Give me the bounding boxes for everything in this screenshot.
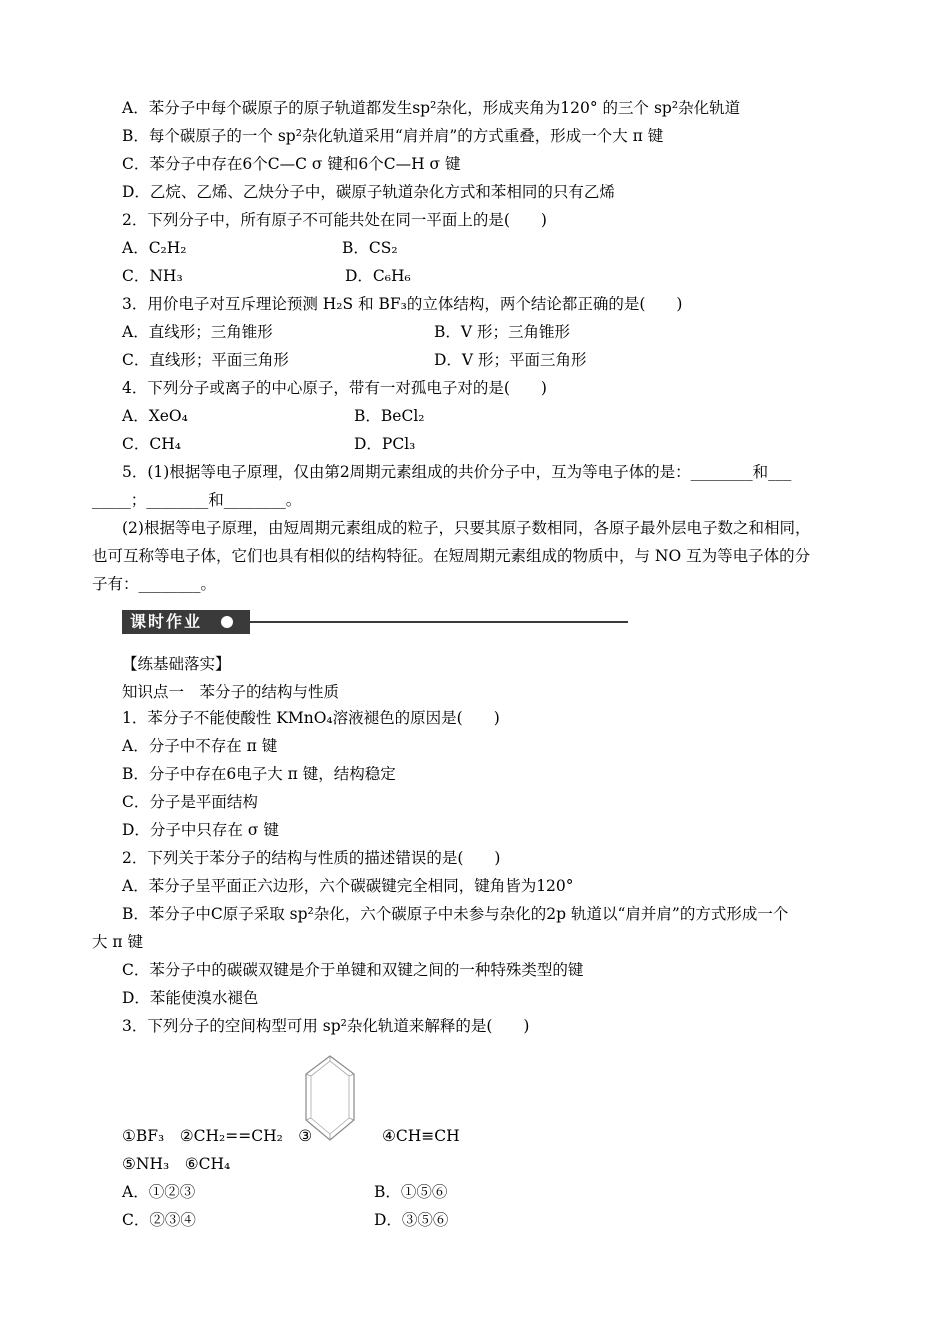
q4-option-d: D．PCl₃: [354, 435, 416, 453]
q1-option-a: A．苯分子中每个碳原子的原子轨道都发生sp²杂化，形成夹角为120° 的三个 sp²杂化轨道: [122, 99, 741, 117]
hw1-option-a: A．分子中不存在 π 键: [122, 737, 278, 755]
q5-part2-line3: 子有：________。: [92, 575, 217, 593]
hw1-stem: 1．苯分子不能使酸性 KMnO₄溶液褪色的原因是( ): [122, 709, 500, 727]
q3-option-c: C．直线形；平面三角形: [122, 351, 289, 369]
hw3-stem: 3．下列分子的空间构型可用 sp²杂化轨道来解释的是( ): [122, 1017, 530, 1035]
hw2-option-b-line2: 大 π 键: [92, 933, 144, 951]
q4-option-a: A．XeO₄: [122, 407, 188, 425]
banner-dot-icon: [221, 616, 233, 628]
q2-stem: 2．下列分子中，所有原子不可能共处在同一平面上的是( ): [122, 211, 547, 229]
hw3-option-d: D．③⑤⑥: [374, 1211, 449, 1229]
q1-option-d: D．乙烷、乙烯、乙炔分子中，碳原子轨道杂化方式和苯相同的只有乙烯: [122, 183, 615, 201]
hw3-option-c: C．②③④: [122, 1211, 196, 1229]
hw2-option-a: A．苯分子呈平面正六边形，六个碳碳键完全相同，键角皆为120°: [122, 877, 574, 895]
hw3-option-a: A．①②③: [122, 1183, 196, 1201]
q5-line1: 5．(1)根据等电子原理，仅由第2周期元素组成的共价分子中，互为等电子体的是：________和___: [122, 463, 792, 481]
q3-stem: 3．用价电子对互斥理论预测 H₂S 和 BF₃的立体结构，两个结论都正确的是( ): [122, 295, 683, 313]
hw3-item-4: ④CH≡CH: [382, 1127, 460, 1145]
q4-option-b: B．BeCl₂: [354, 407, 425, 425]
q2-option-d: D．C₆H₆: [345, 267, 411, 285]
q5-part2-line1: (2)根据等电子原理，由短周期元素组成的粒子，只要其原子数相同，各原子最外层电子数之和相同，: [122, 519, 811, 537]
knowledge-point-1: 知识点一 苯分子的结构与性质: [122, 683, 340, 701]
homework-banner: [122, 610, 512, 636]
q5-part2-line2: 也可互称等电子体，它们也具有相似的结构特征。在短周期元素组成的物质中，与 NO 互为等电子体的分: [92, 547, 811, 565]
q3-option-a: A．直线形；三角锥形: [122, 323, 273, 341]
banner-rule: [242, 621, 628, 623]
hw1-option-c: C．分子是平面结构: [122, 793, 258, 811]
q2-option-b: B．CS₂: [342, 239, 398, 257]
q4-option-c: C．CH₄: [122, 435, 181, 453]
hw2-option-c: C．苯分子中的碳碳双键是介于单键和双键之间的一种特殊类型的键: [122, 961, 584, 979]
hw3-items-line1: ①BF₃ ②CH₂==CH₂ ③: [122, 1127, 313, 1145]
q1-option-b: B．每个碳原子的一个 sp²杂化轨道采用“肩并肩”的方式重叠，形成一个大 π 键: [122, 127, 664, 145]
hw2-stem: 2．下列关于苯分子的结构与性质的描述错误的是( ): [122, 849, 501, 867]
hw3-items-line2: ⑤NH₃ ⑥CH₄: [122, 1155, 231, 1173]
q3-option-b: B．V 形；三角锥形: [434, 323, 571, 341]
q2-option-a: A．C₂H₂: [122, 239, 187, 257]
section-heading: 【练基础落实】: [122, 655, 231, 673]
hw1-option-d: D．分子中只存在 σ 键: [122, 821, 279, 839]
q2-option-c: C．NH₃: [122, 267, 183, 285]
hw1-option-b: B．分子中存在6电子大 π 键，结构稳定: [122, 765, 396, 783]
q5-line2: _____；________和________。: [92, 491, 302, 509]
hw2-option-d: D．苯能使溴水褪色: [122, 989, 259, 1007]
q1-option-c: C．苯分子中存在6个C—C σ 键和6个C—H σ 键: [122, 155, 461, 173]
hw3-option-b: B．①⑤⑥: [374, 1183, 448, 1201]
hw2-option-b-line1: B．苯分子中C原子采取 sp²杂化，六个碳原子中未参与杂化的2p 轨道以“肩并肩”的方式形成一个: [122, 905, 789, 923]
q3-option-d: D．V 形；平面三角形: [434, 351, 587, 369]
q4-stem: 4．下列分子或离子的中心原子，带有一对孤电子对的是( ): [122, 379, 547, 397]
banner-title: 课时作业: [122, 610, 250, 634]
